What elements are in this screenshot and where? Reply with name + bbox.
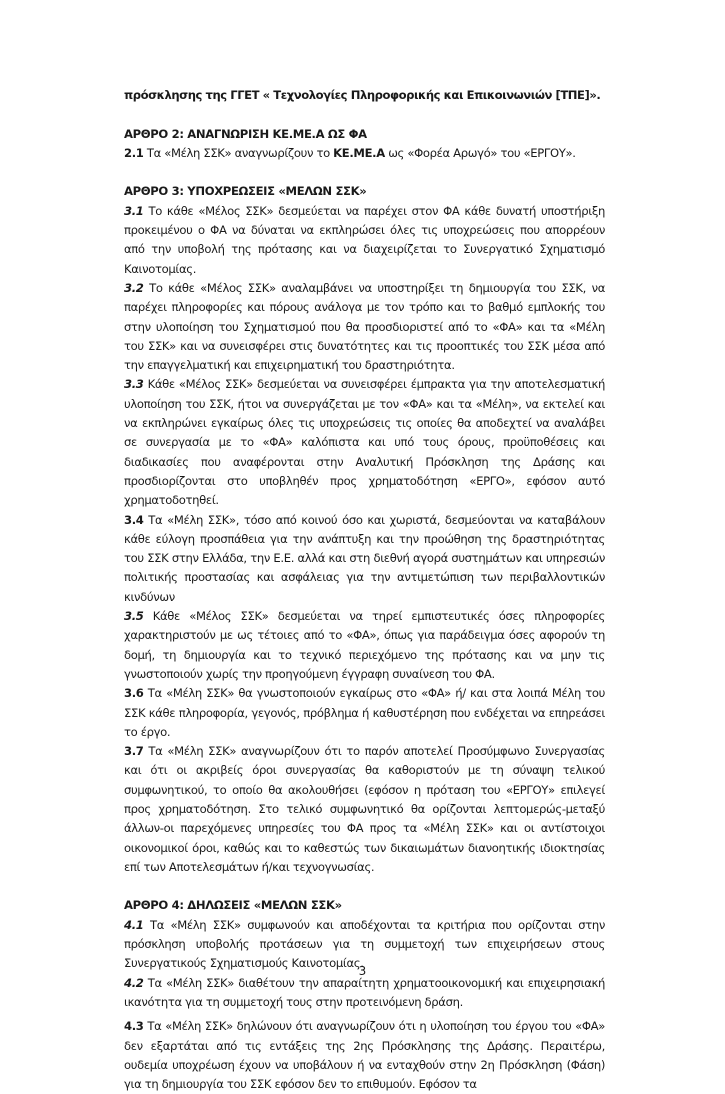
paragraph-text: Κάθε «Μέλος ΣΣΚ» δεσμεύεται να συνεισφέρει έμπρακτα για την αποτελεσματική υλοποίηση του ΣΣΚ, ήτοι να συνεργάζεται με τον «ΦΑ» και τα «Μέλη», να εκτελεί και να εκπληρώνει εγκαίρως όλες τις υποχρεώσεις τις οποίες θα αποδεχτεί να αναλάβει σε συνεργασία με το «ΦΑ» καλόπιστα και υπό τους όρους, προϋποθέσεις και διαδικασίες που αναφέρονται στην Αναλυτική Πρόσκληση της Δράσης και προσδιορίζονται στο υποβληθέν προς χρηματοδότηση «ΕΡΓΟ», εφόσον αυτό χρηματοδοτηθεί. (124, 377, 605, 508)
paragraph-text: Τα «Μέλη ΣΣΚ» συμφωνούν και αποδέχονται τα κριτήρια που ορίζονται στην πρόσκληση υποβολής προτάσεων για τη συμμετοχή των επιχειρήσεων στους Συνεργατικούς Σχηματισμούς Καινοτομίας. (124, 917, 605, 971)
spacer (124, 877, 605, 896)
paragraph-number: 3.3 (124, 377, 144, 392)
paragraph-text: Το κάθε «Μέλος ΣΣΚ» δεσμεύεται να παρέχει στον ΦΑ κάθε δυνατή υποστήριξη προκειμένου ο ΦΑ να δύναται να εκπληρώσει όλες τις υποχρεώσεις που απορρέουν από την υποβολή της πρότασης και να διαχειρίζεται το Συνεργατικό Σχηματισμό Καινοτομίας. (124, 203, 605, 276)
paragraph-number: 4.2 (124, 975, 144, 990)
paragraph-text: Τα «Μέλη ΣΣΚ» δηλώνουν ότι αναγνωρίζουν ότι η υλοποίηση του έργου του «ΦΑ» δεν εξαρτάται από τις εντάξεις της 2ης Πρόσκλησης της Δράσης. Περαιτέρω, ουδεμία υποχρέωση έχουν να υποβάλουν ή να ενταχθούν στην 2η Πρόσκληση (Φάση) για τη δημιουργία του ΣΣΚ εφόσον δεν το επιθυμούν. Εφόσον τα (124, 1019, 605, 1092)
paragraph-text: Τα «Μέλη ΣΣΚ» διαθέτουν την απαραίτητη χρηματοοικονομική και επιχειρησιακή ικανότητα για τη συμμετοχή τους στην προτεινόμενη δράση. (124, 975, 605, 1009)
paragraph-number: 3.4 (124, 512, 144, 527)
paragraph-number: 3.1 (124, 203, 144, 218)
paragraph-number: 3.6 (124, 686, 144, 701)
organization-name: ΚΕ.ΜΕ.Α (333, 145, 385, 160)
paragraph-number: 3.7 (124, 744, 144, 759)
paragraph-3-4 (124, 511, 605, 607)
paragraph-number: 2.1 (124, 145, 144, 160)
spacer (124, 105, 605, 124)
paragraph-text: Το κάθε «Μέλος ΣΣΚ» αναλαμβάνει να υποστηρίξει τη δημιουργία του ΣΣΚ, να παρέχει πληροφορίες και πόρους ανάλογα με τον τρόπο και το βαθμό εμπλοκής του στην υλοποίηση του Σχηματισμού που θα προσδιοριστεί από το «ΦΑ» και τα «Μέλη του ΣΣΚ» και να συνεισφέρει στις δυνατότητες και τις προοπτικές του ΣΣΚ μέσα από την επαγγελματική και επιχειρηματική του δραστηριότητα. (124, 280, 605, 373)
paragraph-3-7 (124, 742, 605, 877)
article-3-heading: ΑΡΘΡΟ 3: ΥΠΟΧΡΕΩΣΕΙΣ «ΜΕΛΩΝ ΣΣΚ» (124, 184, 367, 199)
article-4-heading: ΑΡΘΡΟ 4: ΔΗΛΩΣΕΙΣ «ΜΕΛΩΝ ΣΣΚ» (124, 898, 342, 913)
paragraph-number: 4.3 (124, 1019, 144, 1034)
paragraph-4-3 (124, 1017, 605, 1094)
paragraph-text: Τα «Μέλη ΣΣΚ» αναγνωρίζουν ότι το παρόν αποτελεί Προσύμφωνο Συνεργασίας και ότι οι ακριβείς όροι συνεργασίας θα καθοριστούν με τη σύναψη τελικού συμφωνητικού, το οποίο θα ακολουθήσει (εφόσον η πρόταση του «ΕΡΓΟΥ» επιλεγεί προς χρηματοδότηση. Στο τελικό συμφωνητικό θα ορίζονται λεπτομερώς-μεταξύ άλλων-οι παρεχόμενες υπηρεσίες του ΦΑ προς τα «Μέλη ΣΣΚ» και οι αντίστοιχοι οικονομικοί όροι, καθώς και το καθεστώς των δικαιωμάτων διανοητικής ιδιοκτησίας επί των Αποτελεσμάτων ή/και τεχνογνωσίας. (124, 744, 605, 874)
paragraph-text: ως «Φορέα Αρωγό» του «ΕΡΓΟΥ». (384, 145, 576, 160)
paragraph-text: Κάθε «Μέλος ΣΣΚ» δεσμεύεται να τηρεί εμπιστευτικές όσες πληροφορίες χαρακτηριστούν με ως τέτοιες από το «ΦΑ», όπως για παράδειγμα όσες αφορούν τη δομή, τη δημιουργία και το τεχνικό περιεχόμενο της πρότασης και να μην τις γνωστοποιούν χωρίς την προηγούμενη έγγραφη συναίνεση του ΦΑ. (124, 609, 605, 681)
spacer (124, 163, 605, 182)
paragraph-number: 3.5 (124, 609, 144, 624)
paragraph-4-2 (124, 974, 605, 1013)
paragraph-text: Τα «Μέλη ΣΣΚ» θα γνωστοποιούν εγκαίρως στο «ΦΑ» ή/ και στα λοιπά Μέλη του ΣΣΚ κάθε πληροφορία, γεγονός, πρόβλημα ή καθυστέρηση που ενδέχεται να επηρεάσει το έργο. (124, 686, 605, 739)
document-page (124, 86, 605, 1094)
paragraph-text: Τα «Μέλη ΣΣΚ», τόσο από κοινού όσο και χωριστά, δεσμεύονται να καταβάλουν κάθε εύλογη προσπάθεια για την ανάπτυξη και την προώθηση της δραστηριότητας του ΣΣΚ στην Ελλάδα, την Ε.Ε. αλλά και στη διεθνή αγορά συστημάτων και υπηρεσιών πολιτικής προστασίας και ασφάλειας για την αντιμετώπιση των περιβαλλοντικών κινδύνων (124, 512, 605, 604)
paragraph-3-2 (124, 279, 605, 375)
page-number: 3 (358, 964, 367, 978)
paragraph-3-3 (124, 375, 605, 510)
article-2-heading: ΑΡΘΡΟ 2: ΑΝΑΓΝΩΡΙΣΗ ΚΕ.ΜΕ.Α ΩΣ ΦΑ (124, 126, 367, 141)
intro-line: πρόσκλησης της ΓΓΕΤ « Τεχνολογίες Πληροφορικής και Επικοινωνιών [ΤΠΕ]». (124, 88, 601, 102)
paragraph-number: 4.1 (124, 917, 144, 932)
paragraph-3-6 (124, 684, 605, 742)
paragraph-number: 3.2 (124, 280, 144, 295)
paragraph-3-1 (124, 202, 605, 279)
paragraph-text: Τα «Μέλη ΣΣΚ» αναγνωρίζουν το (143, 145, 334, 160)
paragraph-2-1 (124, 144, 605, 163)
paragraph-3-5 (124, 607, 605, 684)
